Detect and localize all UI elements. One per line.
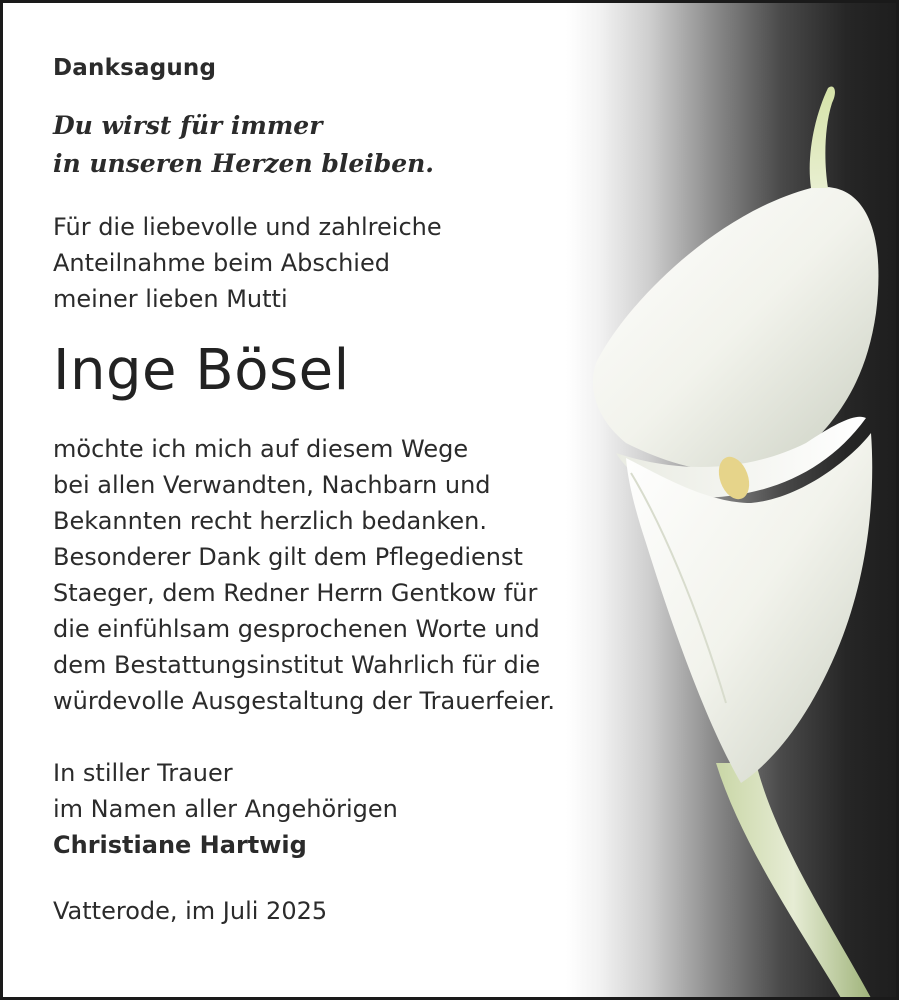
closing-line: im Namen aller Angehörigen — [53, 795, 398, 823]
closing-line: In stiller Trauer — [53, 759, 233, 787]
deceased-name: Inge Bösel — [53, 338, 350, 403]
intro-line: Anteilnahme beim Abschied — [53, 249, 390, 277]
body-line: dem Bestattungsinstitut Wahrlich für die — [53, 651, 541, 679]
body-line: möchte ich mich auf diesem Wege — [53, 435, 469, 463]
thanks-paragraph — [53, 431, 653, 719]
intro-line: meiner lieben Mutti — [53, 285, 288, 313]
body-line: würdevolle Ausgestaltung der Trauerfeier. — [53, 687, 556, 715]
motto-line: Du wirst für immer — [53, 111, 323, 140]
place-date: Vatterode, im Juli 2025 — [53, 897, 328, 925]
body-line: Bekannten recht herzlich bedanken. — [53, 507, 488, 535]
memorial-motto — [53, 107, 653, 183]
body-line: Staeger, dem Redner Herrn Gentkow für — [53, 579, 538, 607]
body-line: bei allen Verwandten, Nachbarn und — [53, 471, 491, 499]
closing-block — [53, 755, 653, 863]
body-line: Besonderer Dank gilt dem Pflegedienst — [53, 543, 523, 571]
motto-line: in unseren Herzen bleiben. — [53, 149, 434, 178]
notice-heading: Danksagung — [53, 55, 217, 81]
intro-paragraph — [53, 209, 653, 317]
intro-line: Für die liebevolle und zahlreiche — [53, 213, 442, 241]
notice-content — [53, 55, 653, 929]
signer-name: Christiane Hartwig — [53, 831, 307, 859]
body-line: die einfühlsam gesprochenen Worte und — [53, 615, 540, 643]
